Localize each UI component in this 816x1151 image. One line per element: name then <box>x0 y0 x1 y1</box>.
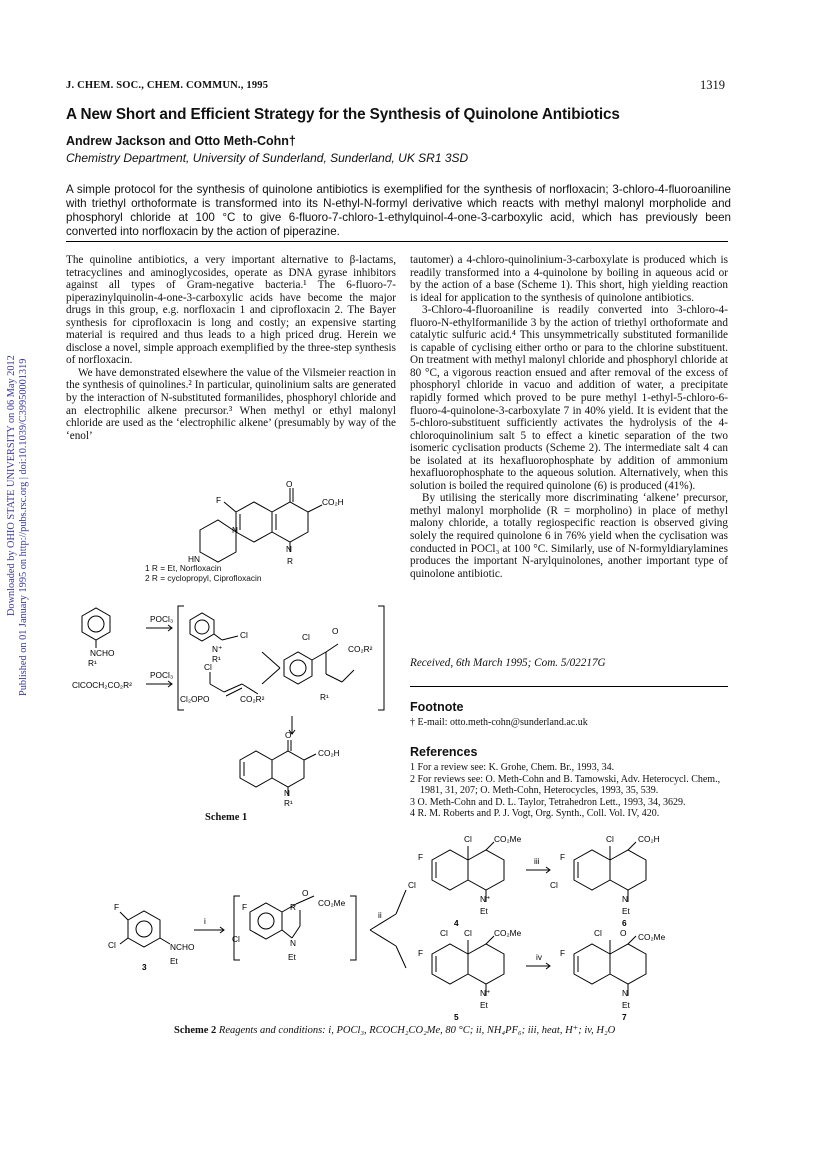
compound-1-label: 1 R = Et, Norfloxacin <box>145 563 222 573</box>
chloro-label: Cl <box>594 928 602 938</box>
paragraph: tautomer) a 4-chloro-quinolinium-3-carboxylate is produced which is readily transformed into a 4-quinolone by boiling in aqueous acid or by the action of a base (Scheme 1). This short, high yielding reaction is ideal for application to the synthesis of quinolone antibiotics. <box>410 254 728 304</box>
fluoro-label: F <box>418 852 424 862</box>
step-ii-label: ii <box>378 910 382 920</box>
compound-5-number: 5 <box>454 1012 459 1022</box>
chloro-label: Cl <box>440 928 448 938</box>
r1-label: R¹ <box>284 798 293 808</box>
carboxyl-label: CO₂H <box>322 497 344 507</box>
chloro-label: Cl <box>464 834 472 844</box>
ring-nitrogen-label: N <box>284 788 290 798</box>
fluoro-label: F <box>114 902 120 912</box>
oxygen-label: O <box>302 888 309 898</box>
paragraph: By utilising the sterically more discriminating ‘alkene’ precursor, methyl malonyl morpholide (R = morpholino) in place of methyl malony chloride, a totally regiospecific reaction is observed giving solely the required quinolone 6 in 76% yield when the cyclisation was conducted in POCl₃ at 100 °C. Similarly, use of N-formyldiarylamines produces the important N-arylquinolones, another important type of quinolone antibiotic. <box>410 492 728 580</box>
ester-label: CO₂R² <box>348 644 373 654</box>
scheme-1-diagram <box>62 600 392 815</box>
oxygen-label: O <box>332 626 339 636</box>
paragraph: We have demonstrated elsewhere the value of the Vilsmeier reaction in the synthesis of quinolines.² In particular, quinolinium salts are generated by the interaction of N-substituted formanilides, phosphoryl chloride and an electrophilic alkene precursor.³ When methyl or ethyl malonyl chloride are used as the ‘electrophilic alkene’ (presumably by way of the ‘enol’ <box>66 366 396 442</box>
chloro-label: Cl <box>240 630 248 640</box>
article-affiliation: Chemistry Department, University of Sunderland, Sunderland, UK SR1 3SD <box>66 151 469 165</box>
iminium-nitrogen-label: N⁺ <box>212 644 223 654</box>
reference-item: 3 O. Meth-Cohn and D. L. Taylor, Tetrahedron Lett., 1993, 34, 3629. <box>410 796 686 808</box>
journal-header: J. CHEM. SOC., CHEM. COMMUN., 1995 <box>66 80 269 91</box>
r-group-label: R <box>287 556 293 566</box>
compound-4-number: 4 <box>454 918 459 928</box>
fluoro-label: F <box>242 902 248 912</box>
article-authors: Andrew Jackson and Otto Meth-Cohn† <box>66 134 296 148</box>
chloro-label: Cl <box>204 662 212 672</box>
carbonyl-oxygen-label: O <box>285 730 292 740</box>
fluoro-label: F <box>216 495 222 505</box>
oxygen-label: O <box>620 928 627 938</box>
reference-item: 4 R. M. Roberts and P. J. Vogt, Org. Synth., Coll. Vol. IV, 420. <box>410 808 660 820</box>
reagent-pocl3-label: POCl₃ <box>150 614 174 624</box>
r1-label: R¹ <box>88 658 97 668</box>
ethyl-label: Et <box>622 906 630 916</box>
page-number: 1319 <box>700 78 725 92</box>
compound-6-number: 6 <box>622 918 627 928</box>
quinolinium-nitrogen-label: N⁺ <box>480 894 491 904</box>
piperazine-nitrogen-label: N <box>232 525 238 535</box>
compound-7-number: 7 <box>622 1012 627 1022</box>
fluoro-label: F <box>560 852 566 862</box>
references-heading: References <box>410 745 478 759</box>
fluoro-label: F <box>560 948 566 958</box>
step-iii-label: iii <box>534 856 540 866</box>
step-i-label: i <box>204 916 206 926</box>
r1-label: R¹ <box>320 692 329 702</box>
scheme-2-label: Scheme 2 <box>174 1025 217 1036</box>
abstract-divider <box>66 241 728 242</box>
ethyl-label: Et <box>480 1000 488 1010</box>
footnote-text: † E-mail: otto.meth-cohn@sunderland.ac.uk <box>410 717 588 728</box>
article-abstract: A simple protocol for the synthesis of quinolone antibiotics is exemplified for the synthesis of norfloxacin; 3-chloro-4-fluoroaniline with triethyl orthoformate is transformed into its N-ethyl-N-formyl derivative which reacts with methyl malonyl morpholide and phosphoryl chloride at 100 °C to give 6-fluoro-7-chloro-1-ethylquinol-4-one-3-carboxylic acid, which has previously been converted into norfloxacin by the action of piperazine. <box>66 183 731 238</box>
chloro-label: Cl <box>606 834 614 844</box>
compound-3-number: 3 <box>142 962 147 972</box>
step-iv-label: iv <box>536 952 542 962</box>
ester-label: CO₂Me <box>494 928 522 938</box>
article-title: A New Short and Efficient Strategy for the Synthesis of Quinolone Antibiotics <box>66 106 620 123</box>
scheme-1-caption: Scheme 1 <box>205 812 248 823</box>
carboxyl-label: CO₂H <box>318 748 340 758</box>
body-column-right <box>410 254 728 580</box>
malonyl-chloride-label: ClCOCH₂CO₂R² <box>72 680 132 690</box>
compound-2-label: 2 R = cyclopropyl, Ciprofloxacin <box>145 573 262 583</box>
chloro-label: Cl <box>408 880 416 890</box>
download-notice: Downloaded by OHIO STATE UNIVERSITY on 06 May 2012 <box>6 355 17 616</box>
ring-nitrogen-label: N <box>286 544 292 554</box>
scheme-2-diagram <box>100 830 740 1022</box>
footnote-heading: Footnote <box>410 700 464 714</box>
phosphate-label: Cl₂OPO <box>180 694 210 704</box>
paragraph: 3-Chloro-4-fluoroaniline is readily converted into 3-chloro-4-fluoro-N-ethylformanilide 3 by the action of triethyl orthoformate and catalytic sulfuric acid.⁴ This unsymmetrically substituted formanilide is capable of cyclising either ortho or para to the chlorine substituent. On treatment with methyl malonyl chloride and phosphoryl chloride at 80 °C, a vigorous reaction ensued and after removal of the excess of phosphoryl chloride in vacuo and addition of water, a precipitate rapidly formed which proved to be pure methyl 1-ethyl-5-chloro-6-fluoro-4-quinolone-3-carboxylate 7 in 40% yield. It is evident that the 5-chloro-substituent sufficiently activates the hydrolysis of the 4-chloroquinolinium salt 5 to effect a kinetic separation of the two isomeric cyclisation products (Scheme 2). The intermediate salt 4 can be isolated at its hexafluorophosphate by addition of ammonium hexafluorophosphate to the aqueous solution. Alternatively, when this solution is boiled the required quinolone (6) is produced (41%). <box>410 304 728 492</box>
r1-label: R¹ <box>212 654 221 664</box>
nitrogen-label: N <box>622 988 628 998</box>
quinolinium-nitrogen-label: N⁺ <box>480 988 491 998</box>
chloro-label: Cl <box>108 940 116 950</box>
carbonyl-oxygen-label: O <box>286 479 293 489</box>
r-group-label: R <box>290 902 296 912</box>
reference-item: 2 For reviews see: O. Meth-Cohn and B. Tamowski, Adv. Heterocycl. Chem., 1981, 31, 207; O. Meth-Cohn, Heterocycles, 1993, 35, 539. <box>410 773 721 797</box>
received-date: Received, 6th March 1995; Com. 5/02217G <box>410 657 606 669</box>
formamide-label: NCHO <box>170 942 195 952</box>
carboxyl-label: CO₂H <box>638 834 660 844</box>
body-column-left <box>66 254 396 442</box>
nitrogen-label: N <box>290 938 296 948</box>
chloro-label: Cl <box>302 632 310 642</box>
ester-label: CO₂R² <box>240 694 265 704</box>
piperazine-nh-label: HN <box>188 554 200 564</box>
formamide-label: NCHO <box>90 648 115 658</box>
fluoro-label: F <box>418 948 424 958</box>
ethyl-label: Et <box>288 952 296 962</box>
ethyl-label: Et <box>480 906 488 916</box>
sidebar-watermark <box>0 96 38 696</box>
ester-label: CO₂Me <box>494 834 522 844</box>
chloro-label: Cl <box>550 880 558 890</box>
reference-list <box>410 762 732 820</box>
chloro-label: Cl <box>464 928 472 938</box>
ethyl-label: Et <box>622 1000 630 1010</box>
footnote-divider <box>410 686 728 687</box>
ethyl-label: Et <box>170 956 178 966</box>
scheme-2-caption <box>174 1024 615 1036</box>
paragraph: The quinoline antibiotics, a very important alternative to β-lactams, tetracyclines and aminoglycosides, operate as DNA gyrase inhibitors against all types of Gram-negative bacteria.¹ The 6-fluoro-7-piperazinylquinolin-4-one-3-carboxylic acids have become the major drugs in this group, e.g. norfloxacin 1 and ciprofloxacin 2. The Bayer synthesis for ciprofloxacin is long and costly; an expensive starting material is required and thus leads to a high priced drug. Herein we disclose a novel, simple approach exemplified by the three-step synthesis of norfloxacin. <box>66 254 396 367</box>
publication-notice: Published on 01 January 1995 on http://pubs.rsc.org | doi:10.1039/C39950001319 <box>18 358 29 696</box>
nitrogen-label: N <box>622 894 628 904</box>
reference-item: 1 For a review see: K. Grohe, Chem. Br., 1993, 34. <box>410 762 615 773</box>
reagent-pocl3-label: POCl₃ <box>150 670 174 680</box>
chloro-label: Cl <box>232 934 240 944</box>
ester-label: CO₂Me <box>318 898 346 908</box>
ester-label: CO₂Me <box>638 932 666 942</box>
scheme-2-conditions: Reagents and conditions: i, POCl₃, RCOCH₂CO₂Me, 80 °C; ii, NH₄PF₆; iii, heat, H⁺; iv, H₂O <box>218 1025 616 1036</box>
